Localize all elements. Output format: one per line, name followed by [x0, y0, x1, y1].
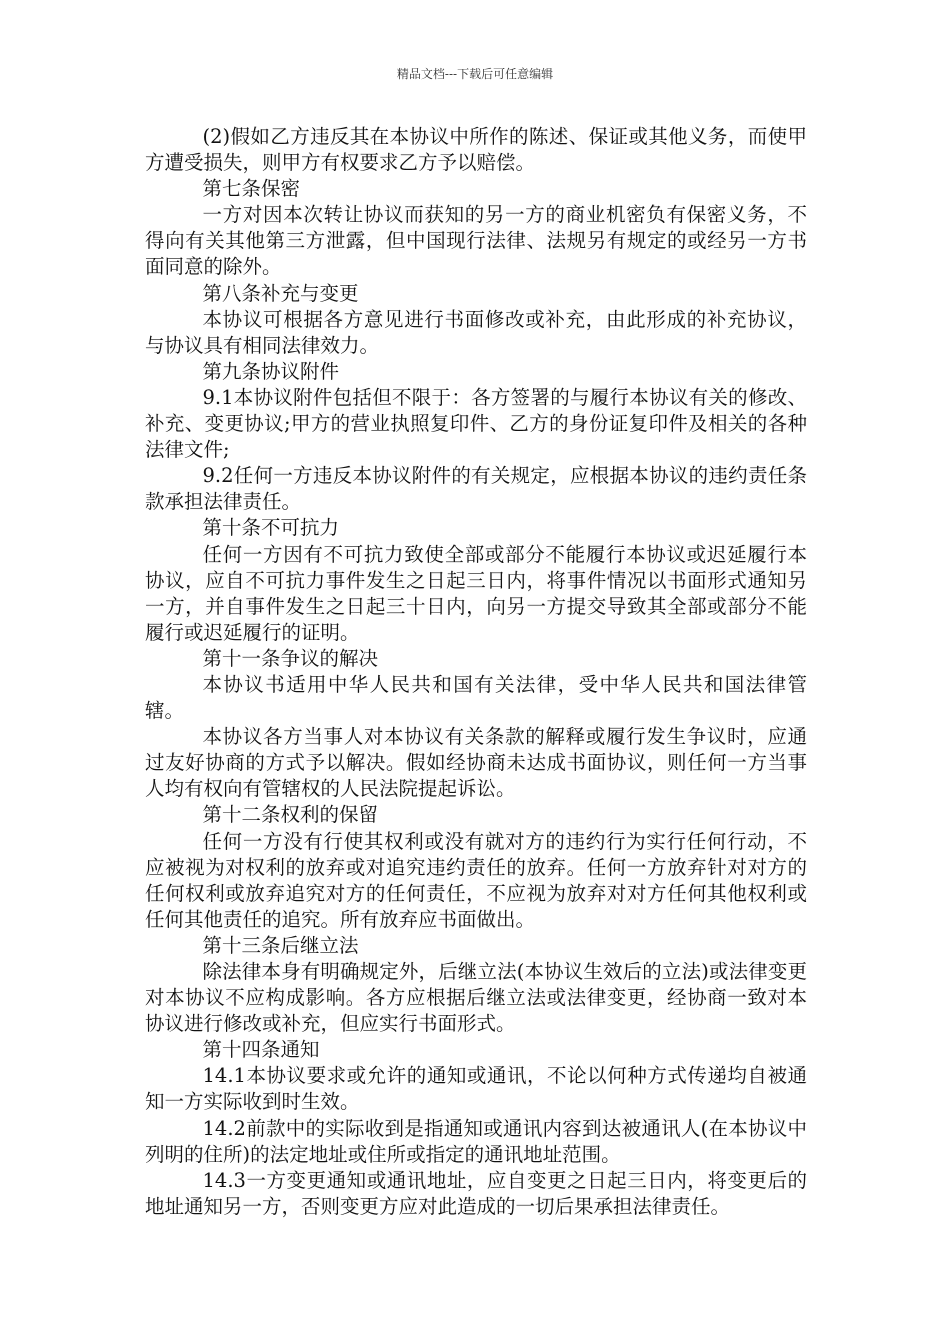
- paragraph: 本协议各方当事人对本协议有关条款的解释或履行发生争议时，应通过友好协商的方式予以解决。假如经协商未达成书面协议，则任何一方当事人均有权向有管辖权的人民法院提起诉讼。: [145, 725, 807, 801]
- section-heading: 第九条协议附件: [202, 359, 340, 383]
- page-header: 精品文档---下载后可任意编辑: [396, 67, 554, 81]
- paragraph: (2)假如乙方违反其在本协议中所作的陈述、保证或其他义务，而使甲方遭受损失，则甲方有权要求乙方予以赔偿。: [145, 125, 807, 175]
- section-heading: 第十条不可抗力: [202, 516, 340, 540]
- paragraph: 14.2前款中的实际收到是指通知或通讯内容到达被通讯人(在本协议中列明的住所)的法定地址或住所或指定的通讯地址范围。: [145, 1116, 807, 1166]
- section-heading: 第十一条争议的解决: [202, 646, 379, 670]
- section-heading: 第七条保密: [202, 177, 301, 201]
- paragraph: 本协议可根据各方意见进行书面修改或补充，由此形成的补充协议，与协议具有相同法律效力。: [145, 307, 807, 357]
- section-heading: 第十二条权利的保留: [202, 803, 379, 827]
- paragraph: 9.1本协议附件包括但不限于：各方签署的与履行本协议有关的修改、补充、变更协议;甲方的营业执照复印件、乙方的身份证复印件及相关的各种法律文件;: [145, 385, 807, 462]
- paragraph: 除法律本身有明确规定外，后继立法(本协议生效后的立法)或法律变更对本协议不应构成影响。各方应根据后继立法或法律变更，经协商一致对本协议进行修改或补充，但应实行书面形式。: [145, 960, 807, 1036]
- paragraph: 本协议书适用中华人民共和国有关法律，受中华人民共和国法律管辖。: [145, 672, 807, 723]
- paragraph: 任何一方没有行使其权利或没有就对方的违约行为实行任何行动，不应被视为对权利的放弃或对追究违约责任的放弃。任何一方放弃针对对方的任何权利或放弃追究对方的任何责任，不应视为放弃对对方任何其他权利或任何其他责任的追究。所有放弃应书面做出。: [145, 829, 807, 931]
- paragraph: 9.2任何一方违反本协议附件的有关规定，应根据本协议的违约责任条款承担法律责任。: [145, 464, 807, 514]
- section-heading: 第八条补充与变更: [202, 281, 359, 305]
- paragraph: 一方对因本次转让协议而获知的另一方的商业机密负有保密义务，不得向有关其他第三方泄露，但中国现行法律、法规另有规定的或经另一方书面同意的除外。: [145, 203, 807, 279]
- section-heading: 第十四条通知: [202, 1038, 320, 1062]
- document-body: [145, 124, 807, 1220]
- paragraph: 14.3一方变更通知或通讯地址，应自变更之日起三日内，将变更后的地址通知另一方，否则变更方应对此造成的一切后果承担法律责任。: [145, 1168, 807, 1218]
- section-heading: 第十三条后继立法: [202, 933, 359, 957]
- paragraph: 任何一方因有不可抗力致使全部或部分不能履行本协议或迟延履行本协议，应自不可抗力事件发生之日起三日内，将事件情况以书面形式通知另一方，并自事件发生之日起三十日内，向另一方提交导致其全部或部分不能履行或迟延履行的证明。: [145, 542, 807, 644]
- paragraph: 14.1本协议要求或允许的通知或通讯，不论以何种方式传递均自被通知一方实际收到时生效。: [145, 1064, 807, 1114]
